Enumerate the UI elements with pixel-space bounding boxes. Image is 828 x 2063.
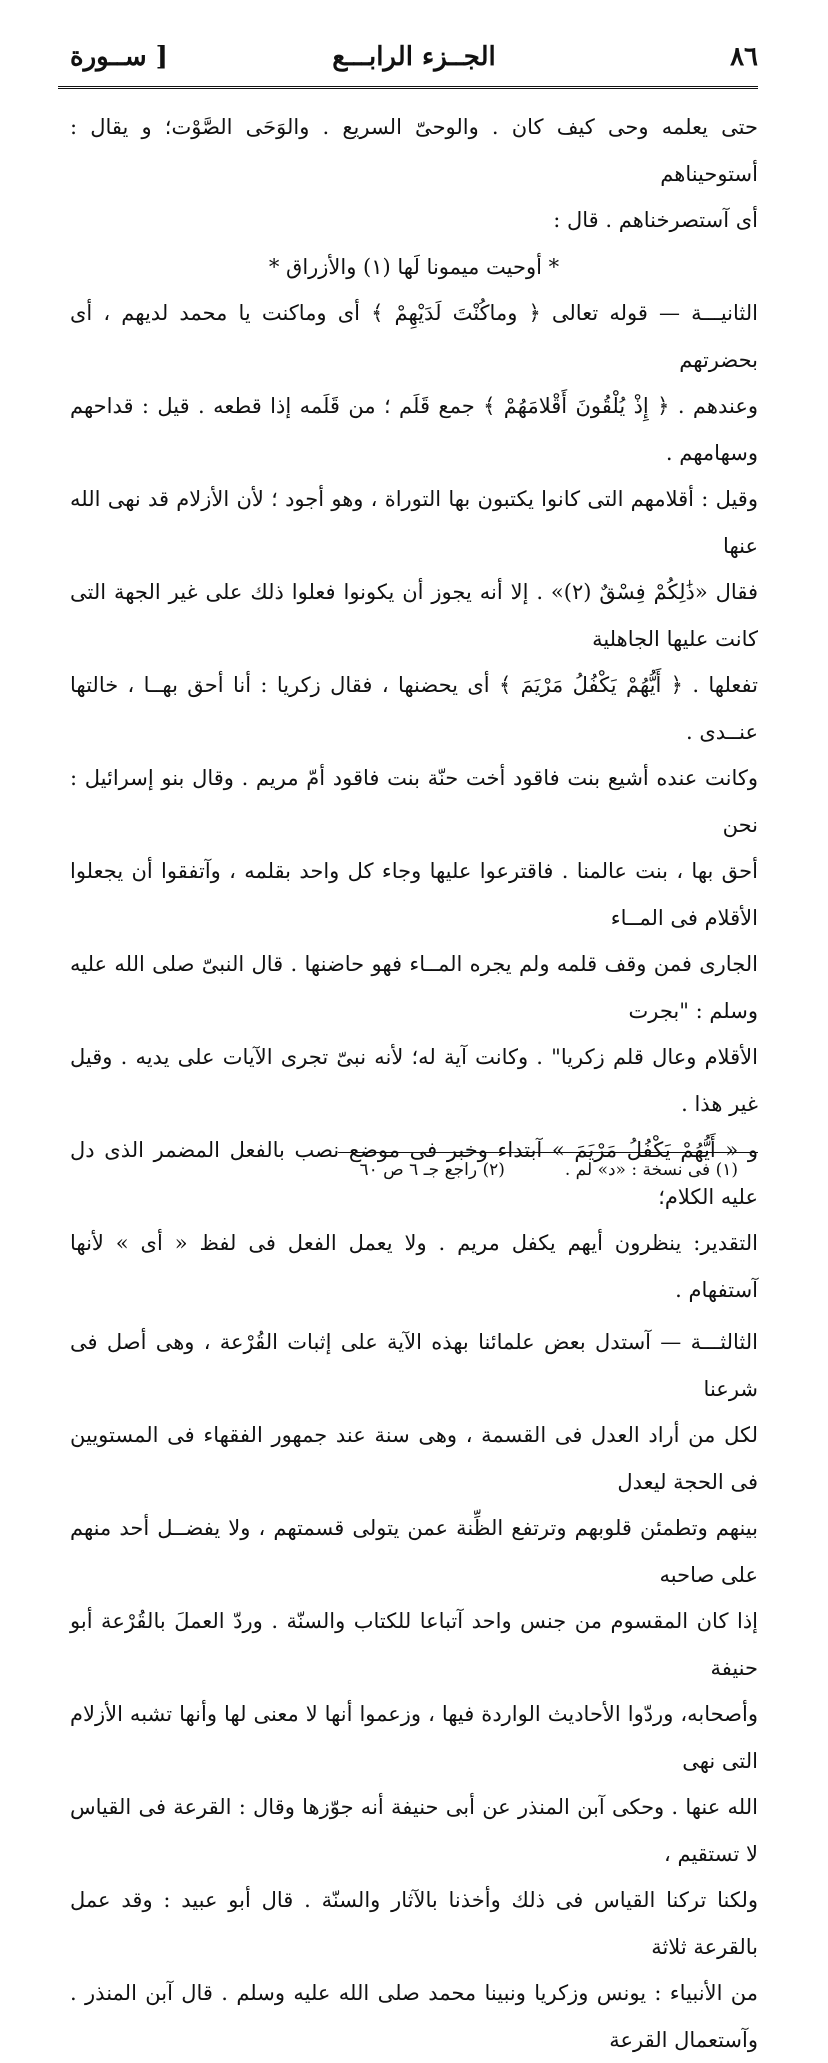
verse-line: * أوحيت ميمونا لَها (١) والأزراق * [268,254,560,279]
text-line: وأصحابه، وردّوا الأحاديث الواردة فيها ، وزعموا أنها لا معنى لها وأنها تشبه الأزلام التى نهى [70,1702,758,1773]
text-line: بينهم وتطمئن قلوبهم وترتفع الظِّنة عمن يتولى قسمتهم ، ولا يفضــل أحد منهم على صاحبه [70,1516,758,1587]
footnote-rule [338,1152,758,1153]
header-rule [58,86,758,89]
text-line: الثالثـــة — آستدل بعض علمائنا بهذه الآية على إثبات القُرْعة ، وهى أصل فى شرعنا [70,1330,758,1401]
footnote-2: (٢) راجع جـ ٦ ص ٦٠ [359,1160,505,1180]
text-line: الأقلام وعال قلم زكريا" . وكانت آية له؛ لأنه نبىّ تجرى الآيات على يديه . وقيل غير هذا . [70,1045,758,1116]
page-number: ٨٦ [730,42,758,72]
text-line: إذا كان المقسوم من جنس واحد آتباعا للكتاب والسنّة . وردّ العملَ بالقُرْعة أبو حنيفة [70,1609,758,1680]
text-line: التقدير: ينظرون أيهم يكفل مريم . ولا يعمل الفعل فى لفظ « أى » لأنها آستفهام . [70,1231,758,1302]
running-header [70,38,758,82]
text-line: حتى يعلمه وحى كيف كان . والوحىّ السريع . والوَحَى الصَّوْت؛ و يقال : أستوحيناهم [70,115,758,186]
surah-title: [ ســورة [70,42,168,72]
text-line: فقال «ذَٰلِكُمْ فِسْقٌ (٢)» . إلا أنه يجوز أن يكونوا فعلوا ذلك على غير الجهة التى كانت عليها الجاهلية [70,580,758,651]
text-line: تفعلها . ﴿ أَيُّهُمْ يَكْفُلُ مَرْيَمَ ﴾ أى يحضنها ، فقال زكريا : أنا أحق بهــا ، خالتها عنــدى . [70,673,758,744]
text-line: أحق بها ، بنت عالمنا . فاقترعوا عليها وجاء كل واحد بقلمه ، وآتفقوا أن يجعلوا الأقلام فى المــاء [70,859,758,930]
text-line: وقيل : أقلامهم التى كانوا يكتبون بها التوراة ، وهو أجود ؛ لأن الأزلام قد نهى الله عنها [70,487,758,558]
main-text [70,104,758,2063]
text-line: ولكنا تركنا القياس فى ذلك وأخذنا بالآثار والسنّة . قال أبو عبيد : وقد عمل بالقرعة ثلاثة [70,1888,758,1959]
text-line: من الأنبياء : يونس وزكريا ونبينا محمد صلى الله عليه وسلم . قال آبن المنذر . وآستعمال القرعة [70,1981,758,2052]
text-line: لكل من أراد العدل فى القسمة ، وهى سنة عند جمهور الفقهاء فى المستويين فى الحجة ليعدل [70,1423,758,1494]
text-line: و « أَيُّهُمْ يَكْفُلُ مَرْيَمَ » آبتداء وخبر فى موضع نصب بالفعل المضمر الذى دل عليه الكلام؛ [70,1138,758,1209]
text-line: وعندهم . ﴿ إِذْ يُلْقُونَ أَقْلامَهُمْ ﴾ جمع قَلَم ؛ من قَلَمه إذا قطعه . قيل : قداحهم وسهامهم . [70,394,758,465]
footnotes [359,1160,738,1180]
footnote-1: (١) فى نسخة : «د» لم . [564,1160,738,1180]
text-line: أى آستصرخناهم . قال : [553,208,758,232]
text-line: الله عنها . وحكى آبن المنذر عن أبى حنيفة أنه جوّزها وقال : القرعة فى القياس لا تستقيم ، [70,1795,758,1866]
text-line: الجارى فمن وقف قلمه ولم يجره المــاء فهو حاضنها . قال النبىّ صلى الله عليه وسلم : "بجرت [70,952,758,1023]
part-title: الجــزء الرابـــع [332,42,496,72]
text-line: الثانيـــة — قوله تعالى ﴿ وماكُنْتَ لَدَيْهِمْ ﴾ أى وماكنت يا محمد لديهم ، أى بحضرتهم [70,301,758,372]
text-line: وكانت عنده أشيع بنت فاقود أخت حنّة بنت فاقود أمّ مريم . وقال بنو إسرائيل : نحن [70,766,758,837]
